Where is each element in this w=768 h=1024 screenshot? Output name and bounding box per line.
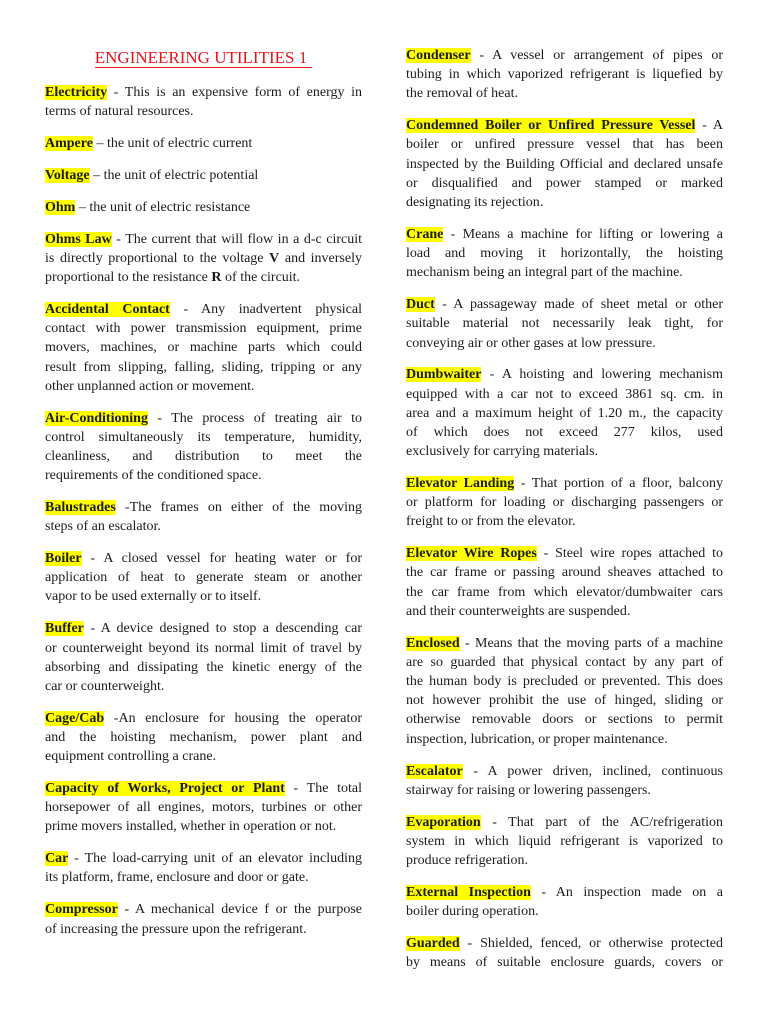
glossary-entry <box>45 709 362 767</box>
glossary-entry <box>45 83 362 121</box>
definition-line <box>406 84 723 103</box>
definition-line <box>406 65 723 84</box>
definition-text: absorbing and dissipating the kinetic energy of the <box>45 659 362 675</box>
definition-text: and the hoisting mechanism, power plant and <box>45 729 362 745</box>
glossary-term: Voltage <box>45 167 90 183</box>
page-title-text: ENGINEERING UTILITIES 1 <box>95 48 312 68</box>
glossary-term: Cage/Cab <box>45 710 105 726</box>
definition-line <box>45 377 362 396</box>
glossary-entry <box>406 225 723 283</box>
definition-text: or counterweight beyond its normal limit of travel by <box>45 640 362 656</box>
definition-line <box>45 338 362 357</box>
definition-text: – the unit of electric current <box>92 136 253 152</box>
definition-text: application of heat to generate steam or another <box>45 570 362 586</box>
glossary-term: Elevator Landing <box>406 476 515 491</box>
definition-line <box>45 779 362 798</box>
definition-text: - The process of treating air to <box>147 410 362 426</box>
definition-text: and their counterweights are suspended. <box>406 603 631 619</box>
glossary-term: Electricity <box>45 85 108 100</box>
definition-line <box>45 728 362 747</box>
definition-text: - A power driven, inclined, continuous <box>462 763 723 779</box>
definition-line <box>406 953 723 972</box>
glossary-entry <box>406 934 723 972</box>
definition-line <box>45 619 362 638</box>
glossary-entry <box>45 849 362 887</box>
glossary-entry <box>406 813 723 871</box>
definition-text: – the unit of electric resistance <box>75 199 251 215</box>
definition-line <box>406 385 723 404</box>
glossary-term: Buffer <box>45 621 84 637</box>
definition-text: area and a maximum height of 1.20 m., the capacity <box>406 405 723 421</box>
definition-line <box>406 583 723 602</box>
glossary-entry <box>406 474 723 532</box>
glossary-entry <box>45 409 362 486</box>
definition-text: - The load-carrying unit of an elevator including <box>68 851 362 867</box>
definition-text: horsepower of all engines, motors, turbines or other <box>45 800 362 816</box>
glossary-term: Crane <box>406 226 444 242</box>
definition-text: - Means that the moving parts of a machine <box>459 635 723 651</box>
definition-text: equipment controlling a crane. <box>45 749 217 765</box>
definition-line <box>406 334 723 353</box>
definition-text: not however prohibit the use of hinged, sliding or <box>406 693 723 709</box>
definition-text: - This is an expensive form of energy in <box>107 85 362 100</box>
definition-line <box>45 102 362 121</box>
glossary-entry <box>45 619 362 696</box>
right-column <box>406 46 723 985</box>
definition-line <box>45 868 362 887</box>
definition-text: the removal of heat. <box>406 86 518 102</box>
definition-line <box>45 300 362 319</box>
definition-line <box>406 155 723 174</box>
glossary-entry <box>406 762 723 800</box>
definition-line <box>45 409 362 428</box>
definition-text: its platform, frame, enclosure and door or gate. <box>45 870 309 886</box>
definition-text: - A hoisting and lowering mechanism <box>481 367 723 383</box>
glossary-term: Accidental Contact <box>45 301 170 317</box>
definition-text: exclusively for carrying materials. <box>406 444 599 460</box>
glossary-term: Air-Conditioning <box>45 410 148 426</box>
definition-line <box>406 934 723 953</box>
definition-line <box>406 423 723 442</box>
definition-line <box>406 46 723 65</box>
glossary-term: Elevator Wire Ropes <box>406 546 537 562</box>
definition-line <box>406 813 723 832</box>
glossary-term: Compressor <box>45 902 118 918</box>
glossary-entry <box>406 116 723 212</box>
definition-text: inspection, lubrication, or proper maintenance. <box>406 731 668 747</box>
definition-line <box>406 851 723 870</box>
definition-line <box>45 517 362 536</box>
definition-text: - A closed vessel for heating water or for <box>81 551 362 567</box>
definition-line <box>406 634 723 653</box>
definition-line <box>406 263 723 282</box>
glossary-term: Escalator <box>406 763 463 779</box>
definition-text: - A mechanical device f or the purpose <box>117 902 362 918</box>
definition-line <box>45 230 362 249</box>
definition-line <box>406 193 723 212</box>
definition-line <box>406 225 723 244</box>
definition-line <box>45 249 362 268</box>
definition-text: movers, machines, or machine parts which could <box>45 340 362 356</box>
definition-line <box>406 512 723 531</box>
definition-text: otherwise removable doors or sections to permit <box>406 712 723 728</box>
definition-text: are so guarded that physical contact by any part of <box>406 654 723 670</box>
glossary-term: External Inspection <box>406 884 531 900</box>
glossary-term: Ohm <box>45 199 76 215</box>
definition-line <box>406 563 723 582</box>
definition-text: by means of suitable enclosure guards, covers or <box>406 955 723 971</box>
definition-text: produce refrigeration. <box>406 852 529 868</box>
definition-line <box>45 639 362 658</box>
definition-text: load and moving it horizontally, the hoisting <box>406 246 723 262</box>
definition-text: requirements of the conditioned space. <box>45 468 262 484</box>
glossary-term: Enclosed <box>406 635 460 651</box>
definition-text: - Shielded, fenced, or otherwise protected <box>459 935 723 951</box>
definition-text: - That portion of a floor, balcony <box>514 476 723 491</box>
definition-text: - An inspection made on a <box>530 884 723 900</box>
definition-line <box>406 710 723 729</box>
glossary-entry <box>45 900 362 938</box>
definition-text: prime movers installed, whether in operation or not. <box>45 819 337 835</box>
definition-line <box>406 174 723 193</box>
glossary-term: Dumbwaiter <box>406 367 482 383</box>
bold-symbol: V <box>269 250 280 266</box>
definition-line <box>406 244 723 263</box>
definition-text: of increasing the pressure upon the refrigerant. <box>45 921 307 937</box>
definition-text: the car frame or passing around sheaves attached to <box>406 565 723 581</box>
definition-line <box>45 83 362 102</box>
glossary-entry <box>45 779 362 837</box>
definition-text: boiler or unfired pressure vessel that has been <box>406 137 723 153</box>
definition-text: the car frame from which elevator/dumbwaiter cars <box>406 584 723 600</box>
definition-text: contact with power transmission equipment, prime <box>45 321 362 337</box>
definition-line <box>406 672 723 691</box>
glossary-entry <box>406 295 723 353</box>
glossary-term: Ohms Law <box>45 231 112 247</box>
glossary-entry <box>406 544 723 621</box>
definition-line <box>45 268 362 287</box>
page-title <box>45 48 362 68</box>
definition-text: steps of an escalator. <box>45 519 161 535</box>
definition-text: equipped with a car not to exceed 3861 sq. cm. in <box>406 386 723 402</box>
definition-text: result from slipping, falling, sliding, tripping or any <box>45 359 362 375</box>
glossary-term: Evaporation <box>406 814 481 830</box>
definition-text: -The frames on either of the moving <box>115 500 362 515</box>
definition-line <box>406 314 723 333</box>
definition-line <box>406 602 723 621</box>
definition-text: boiler during operation. <box>406 904 539 919</box>
definition-text: - The current that will flow in a d-c circuit <box>111 231 362 247</box>
definition-text: and inversely <box>279 250 362 266</box>
definition-text: - Means a machine for lifting or lowering a <box>443 226 723 242</box>
definition-line <box>45 920 362 939</box>
definition-line <box>45 798 362 817</box>
glossary-term: Duct <box>406 297 435 313</box>
definition-text: designating its rejection. <box>406 195 544 210</box>
definition-line <box>45 466 362 485</box>
definition-line <box>406 691 723 710</box>
definition-text: - That part of the AC/refrigeration <box>480 814 723 830</box>
definition-line <box>406 493 723 512</box>
definition-text: terms of natural resources. <box>45 104 194 120</box>
definition-line <box>45 428 362 447</box>
definition-text: vapor to be used externally or to itself. <box>45 589 262 605</box>
definition-text: is directly proportional to the voltage <box>45 250 270 266</box>
definition-line <box>406 544 723 563</box>
definition-line <box>45 134 362 153</box>
definition-line <box>406 883 723 902</box>
definition-text: cleanliness, and distribution to meet the <box>45 448 362 464</box>
definition-line <box>406 116 723 135</box>
definition-line <box>45 709 362 728</box>
definition-text: car or counterweight. <box>45 678 165 694</box>
definition-line <box>45 900 362 919</box>
definition-text: other unplanned action or movement. <box>45 378 255 394</box>
definition-line <box>406 474 723 493</box>
definition-line <box>45 817 362 836</box>
definition-line <box>406 135 723 154</box>
definition-text: of which does not exceed 277 kilos, used <box>406 424 723 440</box>
definition-line <box>45 498 362 517</box>
bold-symbol: R <box>211 270 222 286</box>
definition-line <box>45 447 362 466</box>
definition-line <box>406 653 723 672</box>
definition-line <box>45 166 362 185</box>
glossary-entry <box>45 134 362 153</box>
definition-text: - A device designed to stop a descending car <box>83 621 362 637</box>
definition-text: - The total <box>284 781 362 796</box>
glossary-term: Ampere <box>45 136 93 152</box>
glossary-term: Capacity of Works, Project or Plant <box>45 781 285 796</box>
definition-text: – the unit of electric potential <box>89 167 259 183</box>
definition-text: - Any inadvertent physical <box>169 301 362 317</box>
definition-line <box>406 832 723 851</box>
definition-line <box>45 198 362 217</box>
glossary-entry <box>406 883 723 921</box>
glossary-entry <box>45 198 362 217</box>
definition-line <box>45 319 362 338</box>
glossary-entry <box>406 634 723 749</box>
glossary-entry <box>45 549 362 607</box>
definition-line <box>45 587 362 606</box>
definition-text: control simultaneously its temperature, humidity, <box>45 429 362 445</box>
definition-line <box>45 658 362 677</box>
definition-line <box>406 902 723 921</box>
glossary-term: Condemned Boiler or Unfired Pressure Vessel <box>406 118 696 134</box>
definition-text: tubing in which vaporized refrigerant is liquefied by <box>406 67 723 83</box>
definition-text: - A passageway made of sheet metal or other <box>434 297 723 313</box>
glossary-entry <box>406 365 723 461</box>
glossary-term: Car <box>45 851 69 867</box>
definition-line <box>45 747 362 766</box>
left-column <box>45 83 362 951</box>
definition-text: of the circuit. <box>221 270 301 286</box>
definition-line <box>45 358 362 377</box>
glossary-entry <box>45 498 362 536</box>
glossary-term: Boiler <box>45 551 82 567</box>
definition-line <box>406 781 723 800</box>
glossary-entry <box>45 230 362 288</box>
definition-text: - Steel wire ropes attached to <box>536 546 723 562</box>
glossary-term: Balustrades <box>45 500 116 515</box>
definition-text: system in which liquid refrigerant is vaporized to <box>406 833 723 849</box>
definition-text: - A <box>695 118 723 134</box>
definition-text: conveying air or other gases at low pressure. <box>406 335 656 351</box>
definition-text: or platform for loading or discharging passengers or <box>406 495 723 511</box>
definition-text: inspected by the Building Official and declared unsafe <box>406 156 723 172</box>
glossary-entry <box>45 300 362 396</box>
definition-line <box>45 568 362 587</box>
glossary-entry <box>406 46 723 104</box>
definition-text: mechanism being an integral part of the machine. <box>406 265 683 281</box>
definition-line <box>406 295 723 314</box>
glossary-entry <box>45 166 362 185</box>
definition-text: proportional to the resistance <box>45 270 212 286</box>
definition-line <box>45 677 362 696</box>
definition-line <box>406 442 723 461</box>
definition-text: or disqualified and power stamped or marked <box>406 175 723 191</box>
definition-text: the human body is precluded or prevented. This does <box>406 674 723 690</box>
definition-text: -An enclosure for housing the operator <box>104 710 362 726</box>
definition-text: suitable material not necessarily leak tight, for <box>406 316 723 332</box>
definition-line <box>406 762 723 781</box>
definition-line <box>45 549 362 568</box>
definition-text: freight to or from the elevator. <box>406 514 576 530</box>
definition-line <box>406 365 723 384</box>
definition-text: stairway for raising or lowering passengers. <box>406 782 651 798</box>
definition-line <box>406 730 723 749</box>
glossary-term: Condenser <box>406 48 471 63</box>
glossary-term: Guarded <box>406 935 460 951</box>
definition-text: - A vessel or arrangement of pipes or <box>470 48 723 63</box>
definition-line <box>45 849 362 868</box>
definition-line <box>406 404 723 423</box>
